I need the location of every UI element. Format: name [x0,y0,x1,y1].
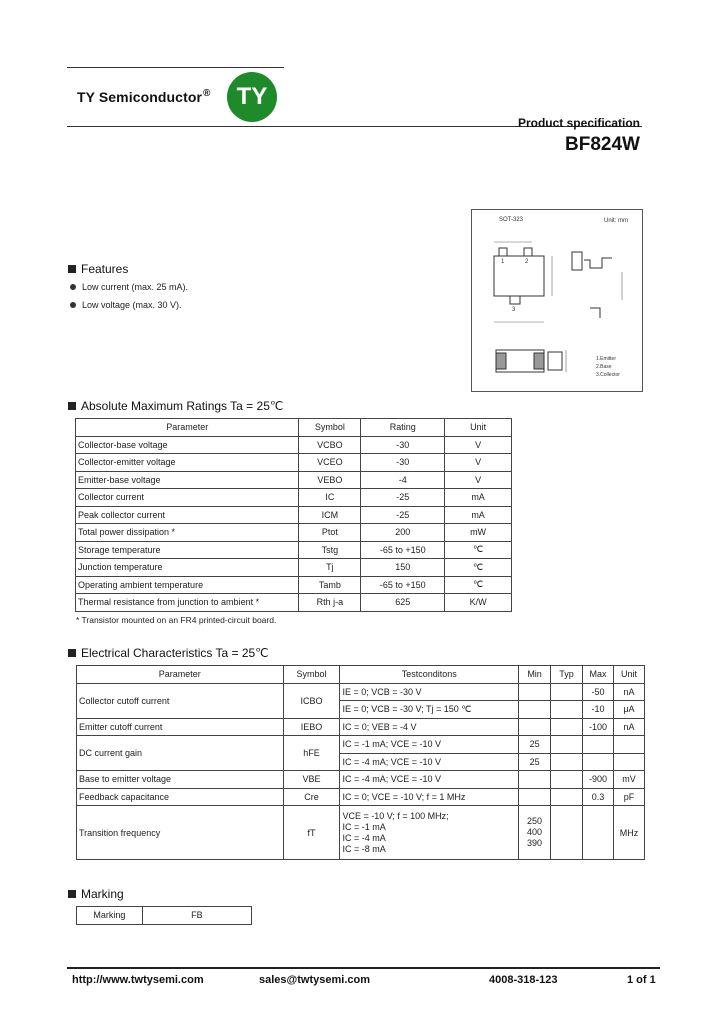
amr-header-row [76,419,512,437]
table-row: Collector-base voltage VCBO -30 V [76,436,512,454]
section-square-icon [68,402,76,410]
table-row: Collector current IC -25 mA [76,489,512,507]
brand-name: TY Semiconductor® [77,88,211,105]
table-row: Transition frequency fT VCE = -10 V; f = 100 MHz; IC = -1 mA IC = -4 mA IC = -8 mA 250 400 390 MHz [77,806,645,860]
table-row: IC = -4 mA; VCE = -10 V 25 [77,753,645,771]
amr-heading: Absolute Maximum Ratings Ta = 25℃ [68,399,283,413]
pin-3-label: 3 [512,307,516,313]
pin-1-label: 1 [501,259,505,265]
table-row: Total power dissipation * Ptot 200 mW [76,524,512,542]
table-row: Operating ambient temperature Tamb -65 to +150 ℃ [76,576,512,594]
marking-table [76,906,252,925]
pin-2-label: 2 [525,259,529,265]
table-row: Feedback capacitance Cre IC = 0; VCE = -10 V; f = 1 MHz 0.3 pF [77,788,645,806]
table-row: Storage temperature Tstg -65 to +150 ℃ [76,541,512,559]
package-unit: Unit: mm [604,218,628,224]
amr-header-unit: Unit [445,419,512,437]
footer-phone: 4008-318-123 [489,974,558,986]
features-heading: Features [68,262,128,276]
bullet-icon [70,302,76,308]
amr-header-rating: Rating [361,419,445,437]
table-row: Collector-emitter voltage VCEO -30 V [76,454,512,472]
pin-legend-1: 1.Emitter [596,356,617,362]
marking-heading: Marking [68,887,124,901]
table-row: Emitter cutoff current IEBO IC = 0; VEB = -4 V -100 nA [77,718,645,736]
pin-legend-3: 3.Collector [596,372,620,378]
pin-legend-2: 2.Base [596,364,612,370]
header-top-rule [67,67,284,68]
footer-url[interactable]: http://www.twtysemi.com [72,974,204,986]
amr-footnote: * Transistor mounted on an FR4 printed-circuit board. [76,615,277,625]
ec-table [76,665,645,860]
table-row: Base to emitter voltage VBE IC = -4 mA; VCE = -10 V -900 mV [77,771,645,789]
bullet-icon [70,284,76,290]
package-name: SOT-323 [499,217,524,223]
doc-type: Product specification [517,116,640,130]
section-square-icon [68,265,76,273]
section-square-icon [68,649,76,657]
ec-heading: Electrical Characteristics Ta = 25℃ [68,646,269,660]
footer-rule [67,967,660,969]
table-row: IE = 0; VCB = -30 V; Tj = 150 ℃ -10 μA [77,701,645,719]
table-row: Peak collector current ICM -25 mA [76,506,512,524]
table-row: Junction temperature Tj 150 ℃ [76,559,512,577]
amr-table [75,418,512,612]
company-logo: TY [227,72,277,122]
amr-header-parameter: Parameter [76,419,299,437]
ec-header-row: Parameter Symbol Testconditons Min Typ Max Unit [77,666,645,684]
feature-item: Low current (max. 25 mA). [70,282,188,292]
package-drawing [471,209,643,392]
part-number: BF824W [565,134,640,155]
amr-header-symbol: Symbol [299,419,361,437]
table-row: Marking FB [77,907,252,925]
table-row: Thermal resistance from junction to ambient * Rth j-a 625 K/W [76,594,512,612]
table-row: DC current gain hFE IC = -1 mA; VCE = -10 V 25 [77,736,645,754]
footer-email[interactable]: sales@twtysemi.com [259,974,370,986]
feature-item: Low voltage (max. 30 V). [70,300,182,310]
table-row: Emitter-base voltage VEBO -4 V [76,471,512,489]
footer-page-number: 1 of 1 [627,974,656,986]
table-row: Collector cutoff current ICBO IE = 0; VCB = -30 V -50 nA [77,683,645,701]
section-square-icon [68,890,76,898]
package-outline-svg [472,210,642,391]
